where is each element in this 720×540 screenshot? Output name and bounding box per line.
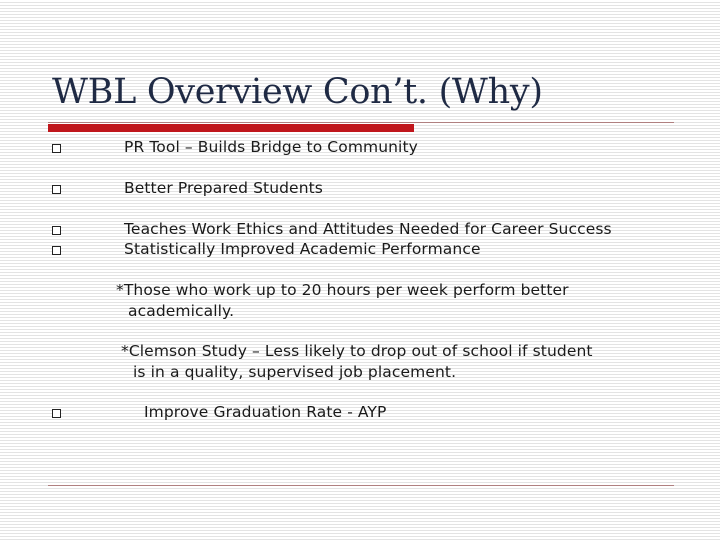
note-line: *Those who work up to 20 hours per week perform better [116,281,569,299]
bullet-text: Teaches Work Ethics and Attitudes Needed for Career Success [124,220,612,238]
bullet-square-icon [52,226,61,235]
note-line: academically. [128,302,235,320]
bullet-text: Statistically Improved Academic Performance [124,240,481,258]
bullet-text: Improve Graduation Rate - AYP [144,403,387,421]
title-divider [48,122,674,123]
note-line: is in a quality, supervised job placement. [133,363,457,381]
bullet-square-icon [52,185,61,194]
title-accent-bar [48,124,414,132]
slide-title: WBL Overview Con’t. (Why) [52,72,543,112]
bullet-text: Better Prepared Students [124,179,323,197]
bullet-square-icon [52,409,61,418]
bullet-square-icon [52,144,61,153]
bullet-text: PR Tool – Builds Bridge to Community [124,138,418,156]
bullet-square-icon [52,246,61,255]
footer-divider [48,485,674,486]
note-line: *Clemson Study – Less likely to drop out of school if student [121,342,593,360]
